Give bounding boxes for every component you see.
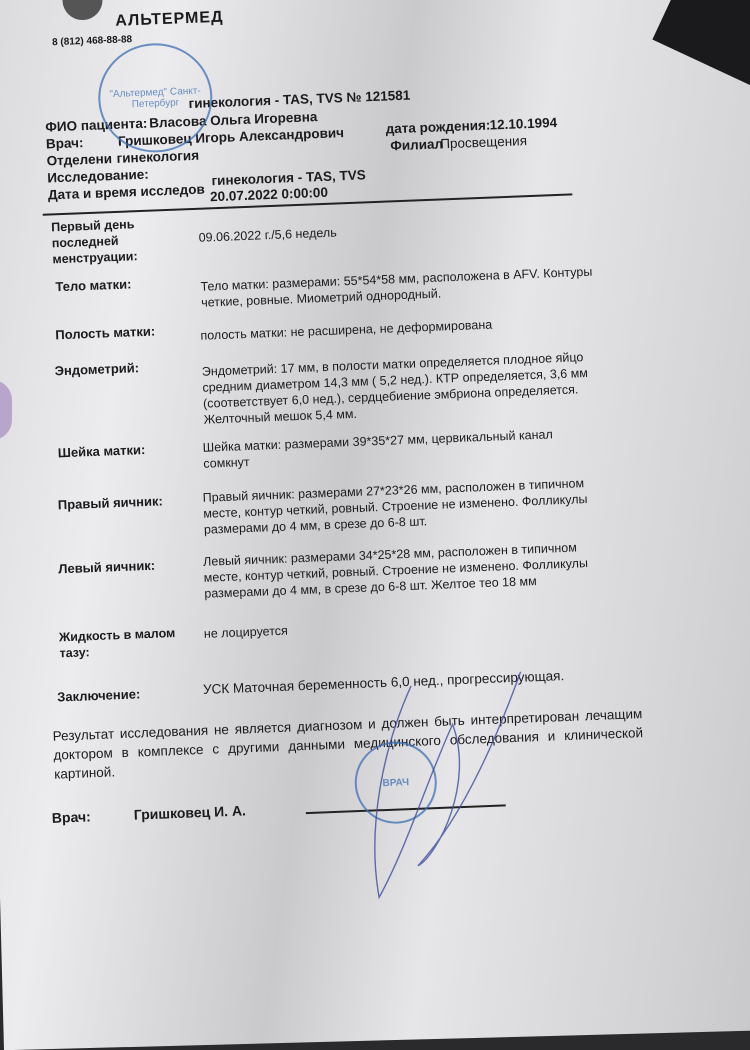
signature-label: Врач:	[51, 808, 92, 826]
section-label: Эндометрий:	[54, 360, 140, 379]
phone: 8 (812) 468-88-88	[51, 34, 133, 49]
branch: Просвещения	[439, 133, 528, 152]
disclaimer: Результат исследования не является диагнозом и должен быть интерпретирован лечащим доктором в комплексе с другими данными медицинского обследования и клинической картиной.	[52, 706, 644, 782]
section-text: полость матки: не расширена, не деформирована	[200, 317, 493, 343]
doctor-label: Врач:	[45, 135, 84, 152]
brand-name: АЛЬТЕРМЕД	[115, 8, 224, 30]
section-label: Шейка матки:	[57, 441, 146, 461]
section-label: Полость матки:	[55, 323, 156, 343]
section-label: Первый день последней менструации:	[50, 217, 138, 267]
stamp-text: ВРАЧ	[382, 776, 410, 789]
section-label: Тело матки:	[55, 276, 132, 295]
conclusion-text: УСК Маточная беременность 6,0 нед., прогрессирующая.	[202, 668, 565, 697]
study: гинекология - TAS, TVS	[211, 167, 366, 189]
branch-label: Филиал	[390, 136, 444, 154]
section-text: Эндометрий: 17 мм, в полости матки определяется плодное яйцо средним диаметром 14,3 мм ( 5,2 нед.). КТР определяется, 3,6 мм (соответствует 6,0 нед.), сердцебиение эмбриона определяется. Желточный мешок 5,4 мм.	[201, 350, 589, 427]
section-text: Тело матки: размерами: 55*54*58 мм, расположена в AFV. Контуры четкие, ровные. Миометрий однородный.	[200, 264, 593, 310]
handwritten-signature	[340, 661, 549, 918]
datetime: 20.07.2022 0:00:00	[209, 184, 329, 205]
department-label: Отделени	[46, 151, 113, 169]
section-text: Шейка матки: размерами 39*35*27 мм, цервикальный канал сомкнут	[202, 427, 554, 471]
section-label: Жидкость в малом тазу:	[58, 625, 176, 661]
signature-name: Гришковец И. А.	[133, 802, 247, 823]
section-text: Правый яичник: размерами 27*23*26 мм, расположен в типичном месте, контур четкий, ровный. Строение не изменено. Фолликулы размерами до 4 мм, в срезе до 6-8 шт.	[202, 476, 588, 537]
stamp-text: "Альтермед" Санкт-Петербург	[109, 85, 201, 110]
patient-name: Власова Ольга Игоревна	[148, 109, 318, 131]
birth-label: дата рождения:	[385, 117, 491, 137]
patient-label: ФИО пациента:	[45, 115, 148, 135]
section-text: Левый яичник: размерами 34*25*28 мм, расположен в типичном месте, контур четкий, ровный. Строение не изменено. Фолликулы размерами до 4 мм, в срезе до 6-8 шт. Желтое тео 18 мм	[202, 540, 589, 601]
section-label: Правый яичник:	[57, 493, 164, 513]
doctor-name: Гришковец Игорь Александрович	[117, 125, 345, 149]
study-title: гинекология - TAS, TVS № 121581	[188, 87, 411, 112]
department: гинекология	[116, 147, 200, 166]
birth-date: 12.10.1994	[489, 114, 558, 133]
logo-icon	[62, 0, 104, 21]
section-text: не лоцируется	[203, 623, 289, 641]
study-label: Исследование:	[47, 166, 150, 186]
section-label: Левый яичник:	[58, 557, 156, 577]
conclusion-label: Заключение:	[56, 686, 141, 705]
datetime-label: Дата и время исследов	[47, 181, 205, 203]
section-text: 09.06.2022 г./5,6 недель	[198, 225, 337, 245]
